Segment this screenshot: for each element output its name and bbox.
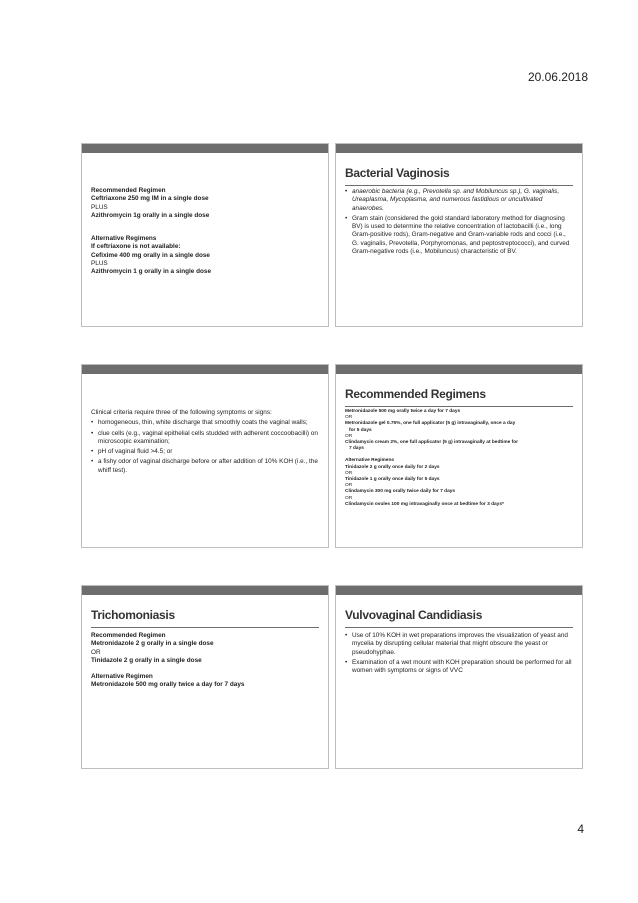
text-line: If ceftriaxone is not available: <box>91 243 181 251</box>
slide-body <box>345 632 573 677</box>
bullet-item: • Gram stain (considered the gold standard laboratory method for diagnosing BV) is used to determine the relative concentration of lactobacilli (i.e., long Gram-positive rods), Gram-negative and Gram-variable rods and cocci (i.e., G. vaginalis, Prevotella, Porphyromonas, and peptostreptococci), and curved Gram-negative rods (i.e., Mobiluncus) characteristic of BV. <box>345 215 573 256</box>
text-line: Alternative Regimen <box>91 673 153 681</box>
slide-recommended-regimens <box>335 364 583 548</box>
bullet-item: • clue cells (e.g., vaginal epithelial cells studded with adherent coccoobacilli) on microscopic examination; <box>91 430 319 447</box>
slide-top-bar <box>82 144 328 153</box>
title-divider <box>91 627 319 628</box>
slide-title: Trichomoniasis <box>91 608 175 622</box>
text-line: Metronidazole gel 0.75%, one full applicator (5 g) intravaginally, once a day <box>345 421 516 427</box>
bullet-item: • Examination of a wet mount with KOH preparation should be performed for all women with symptoms or signs of VVC <box>345 659 573 676</box>
slide-body <box>345 409 573 508</box>
slide-title: Recommended Regimens <box>345 387 486 401</box>
text-line: Tinidazole 2 g orally once daily for 2 days <box>345 464 440 470</box>
text-line: Azithromycin 1 g orally in a single dose <box>91 268 212 276</box>
slide-trichomoniasis <box>81 585 329 769</box>
slide-top-bar <box>82 365 328 374</box>
slide-top-bar <box>336 586 582 595</box>
bullet-item: • Use of 10% KOH in wet preparations improves the visualization of yeast and mycelia by disrupting cellular material that might obscure the yeast or pseudohyphae. <box>345 632 573 657</box>
text-line: Azithromycin 1g orally in a single dose <box>91 211 210 219</box>
title-divider <box>345 185 573 186</box>
text-line: Alternative Regimens <box>91 235 157 243</box>
title-divider <box>345 627 573 628</box>
text-line: Tinidazole 2 g orally in a single dose <box>91 656 202 664</box>
slide-body <box>91 187 319 277</box>
text-line: Alternative Regimens <box>345 458 395 464</box>
text-line: OR <box>345 470 353 476</box>
text-line: Clindamycin 300 mg orally twice daily for 7 days <box>345 489 456 495</box>
text-line: Cefixime 400 mg orally in a single dose <box>91 251 210 259</box>
intro-text: Clinical criteria require three of the following symptoms or signs: <box>91 409 272 416</box>
slide-clinical-criteria <box>81 364 329 548</box>
text-line: Metronidazole 500 mg orally twice a day for 7 days <box>91 681 245 689</box>
text-line: Clindamycin cream 2%, one full applicator (5 g) intravaginally at bedtime for <box>345 440 518 446</box>
text-line: Metronidazole 500 mg orally twice a day for 7 days <box>345 409 461 414</box>
slide-title: Vulvovaginal Candidiasis <box>345 608 483 622</box>
text-line: Ceftriaxone 250 mg IM in a single dose <box>91 195 209 203</box>
text-line: 7 days <box>349 446 364 452</box>
slide-gonorrhea-regimen <box>81 143 329 327</box>
bullet-item: • a fishy odor of vaginal discharge before or after addition of 10% KOH (i.e., the whiff test). <box>91 458 319 475</box>
bullet-item: • pH of vaginal fluid >4.5; or <box>91 448 319 456</box>
text-line: OR <box>345 495 353 501</box>
slide-bacterial-vaginosis <box>335 143 583 327</box>
title-divider <box>345 406 573 407</box>
slide-top-bar <box>336 365 582 374</box>
text-line: Recommended Regimen <box>91 187 166 194</box>
slide-body <box>91 409 319 477</box>
slide-vulvovaginal-candidiasis <box>335 585 583 769</box>
slide-body <box>345 188 573 258</box>
page-date: 20.06.2018 <box>527 70 588 84</box>
text-line: Clindamycin ovules 100 mg intravaginally once at bedtime for 3 days* <box>345 501 504 507</box>
bullet-item: • homogeneous, thin, white discharge that smoothly coats the vaginal walls; <box>91 419 319 427</box>
slide-top-bar <box>336 144 582 153</box>
text-line: OR <box>91 648 101 656</box>
text-line: Recommended Regimen <box>91 632 166 639</box>
slide-title: Bacterial Vaginosis <box>345 166 450 180</box>
slide-body <box>91 632 319 690</box>
text-line: Tinidazole 1 g orally once daily for 5 days <box>345 477 440 483</box>
bullet-item: • anaerobic bacteria (e.g., Prevotella sp. and Mobiluncus sp.), G. vaginalis, Ureaplasma, Mycoplasma, and numerous fastidious or uncultivated anaerobes. <box>345 188 573 213</box>
text-line: OR <box>345 433 353 439</box>
text-line: PLUS <box>91 260 108 268</box>
text-line: OR <box>345 483 353 489</box>
text-line: OR <box>345 415 353 421</box>
text-line: for 5 days <box>349 427 372 433</box>
page-number: 4 <box>577 822 584 836</box>
text-line: Metronidazole 2 g orally in a single dose <box>91 640 214 648</box>
text-line: PLUS <box>91 203 108 211</box>
slide-top-bar <box>82 586 328 595</box>
